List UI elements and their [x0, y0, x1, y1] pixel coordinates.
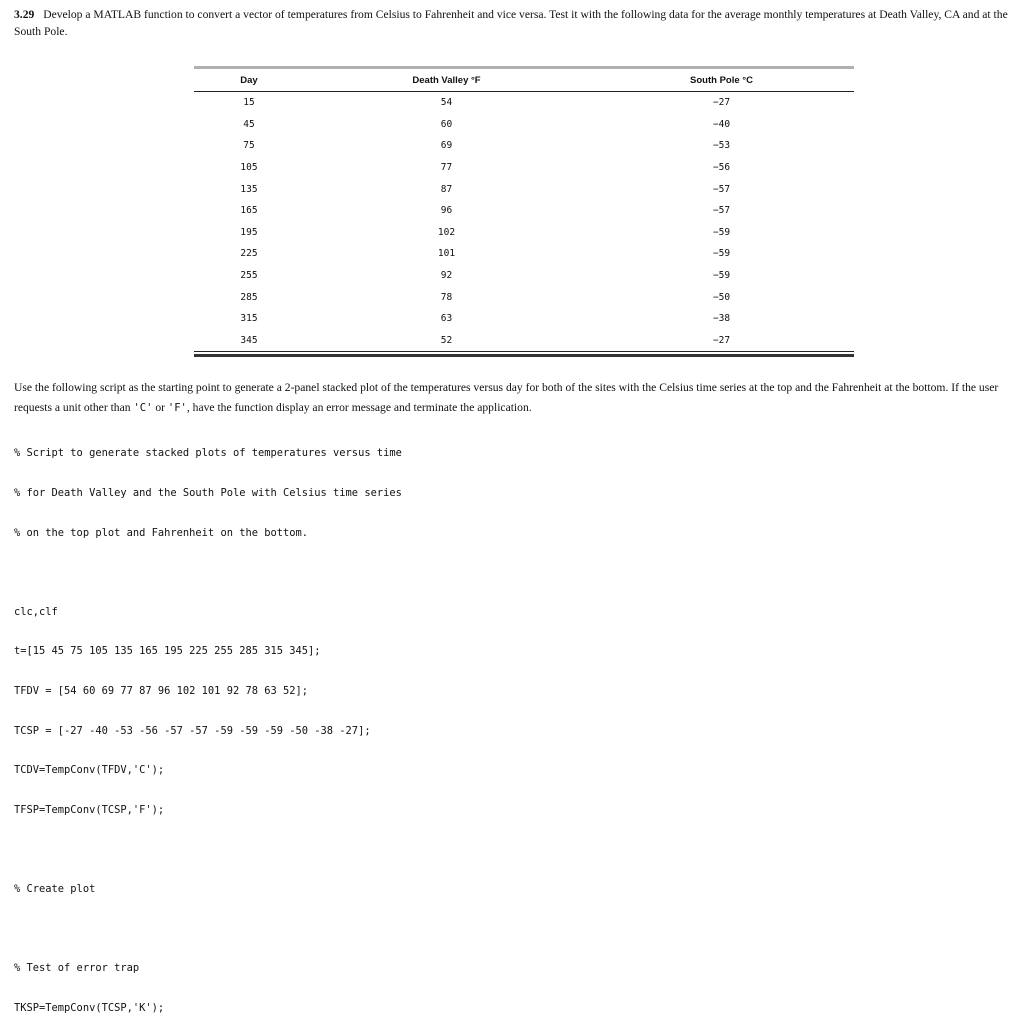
- cell-south-pole: −57: [712, 183, 731, 195]
- problem-text: Develop a MATLAB function to convert a vector of temperatures from Celsius to Fahrenheit and vice versa. Test it with the following data for the average monthly temperatures at Death Valley, CA and at the South Pole.: [14, 8, 1008, 38]
- cell-death-valley: 69: [440, 140, 453, 152]
- cell-day: 45: [243, 118, 255, 130]
- matlab-script: [14, 421, 402, 1028]
- header-south-pole: South Pole °C: [690, 74, 753, 86]
- cell-death-valley: 102: [437, 226, 456, 238]
- code-comment-line: % Script to generate stacked plots of temperatures versus time: [14, 447, 402, 460]
- table-header-row: [194, 69, 854, 91]
- table-row: [194, 330, 854, 352]
- cell-south-pole: −40: [712, 118, 731, 130]
- code-line: clc,clf: [14, 605, 58, 618]
- cell-south-pole: −59: [712, 226, 731, 238]
- table-row: [194, 243, 854, 265]
- cell-day: 285: [240, 291, 258, 303]
- cell-south-pole: −38: [712, 313, 731, 325]
- instructions-mid: or: [152, 401, 168, 414]
- header-death-valley: Death Valley °F: [412, 74, 481, 86]
- problem-number: 3.29: [14, 8, 35, 21]
- table-row: [194, 157, 854, 179]
- header-day: Day: [240, 74, 258, 86]
- table-row: [194, 308, 854, 330]
- instructions-part2: , have the function display an error message and terminate the application.: [186, 401, 532, 414]
- code-trap-line: TKSP=TempConv(TCSP,'K');: [14, 1001, 165, 1014]
- code-line: TFDV = [54 60 69 77 87 96 102 101 92 78 63 52];: [14, 684, 309, 697]
- cell-death-valley: 87: [440, 183, 453, 195]
- unit-f-literal: 'F': [167, 402, 187, 414]
- table-row: [194, 178, 854, 200]
- cell-death-valley: 60: [440, 118, 453, 130]
- cell-day: 315: [240, 313, 258, 325]
- cell-death-valley: 77: [440, 162, 453, 174]
- table-row: [194, 135, 854, 157]
- table-row: [194, 286, 854, 308]
- code-plot-comment: % Create plot: [14, 882, 96, 895]
- code-line: TCDV=TempConv(TFDV,'C');: [14, 764, 165, 777]
- code-comment-line: % on the top plot and Fahrenheit on the bottom.: [14, 526, 309, 539]
- cell-day: 75: [243, 140, 255, 152]
- cell-south-pole: −59: [712, 270, 731, 282]
- table-row: [194, 265, 854, 287]
- problem-statement: [14, 6, 1014, 40]
- code-trap-comment: % Test of error trap: [14, 962, 140, 975]
- cell-day: 15: [243, 97, 255, 109]
- code-line: TCSP = [-27 -40 -53 -56 -57 -57 -59 -59 -59 -50 -38 -27];: [14, 724, 371, 737]
- table-row: [194, 92, 854, 114]
- cell-death-valley: 54: [440, 97, 453, 109]
- code-line: TFSP=TempConv(TCSP,'F');: [14, 803, 165, 816]
- code-comment-line: % for Death Valley and the South Pole with Celsius time series: [14, 487, 402, 499]
- temperature-table: [194, 66, 854, 357]
- table-row: [194, 114, 854, 136]
- cell-day: 135: [240, 183, 258, 195]
- unit-c-literal: 'C': [133, 402, 153, 414]
- code-line: t=[15 45 75 105 135 165 195 225 255 285 315 345];: [14, 645, 321, 658]
- cell-south-pole: −27: [712, 97, 731, 109]
- cell-south-pole: −56: [712, 162, 731, 174]
- cell-day: 225: [240, 248, 258, 260]
- cell-south-pole: −53: [712, 140, 731, 152]
- table-row: [194, 200, 854, 222]
- cell-day: 345: [240, 334, 258, 346]
- instructions-part1: Use the following script as the starting point to generate a 2-panel stacked plot of the temperatures versus day for both of the sites with the Celsius time series at the top and the Fahrenheit at the bottom. If the user requests a unit other than: [14, 381, 999, 414]
- cell-day: 195: [240, 226, 258, 238]
- table-bottom-rule: [194, 354, 854, 357]
- cell-south-pole: −27: [712, 334, 731, 346]
- cell-death-valley: 96: [440, 205, 453, 217]
- cell-death-valley: 101: [437, 248, 456, 260]
- cell-day: 255: [240, 270, 258, 282]
- cell-death-valley: 52: [440, 334, 453, 346]
- instructions-paragraph: [14, 378, 1014, 418]
- cell-death-valley: 92: [440, 270, 453, 282]
- cell-day: 165: [240, 205, 258, 217]
- cell-south-pole: −50: [712, 291, 731, 303]
- cell-day: 105: [240, 162, 258, 174]
- cell-death-valley: 63: [440, 313, 453, 325]
- table-row: [194, 222, 854, 244]
- cell-south-pole: −59: [712, 248, 731, 260]
- cell-death-valley: 78: [440, 291, 453, 303]
- cell-south-pole: −57: [712, 205, 731, 217]
- table-body: [194, 92, 854, 351]
